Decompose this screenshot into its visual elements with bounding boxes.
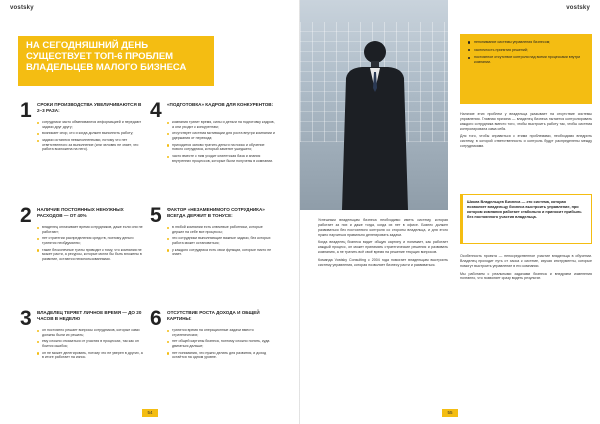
list-item: возникает спор, кто и когда должен выполнить работу; xyxy=(37,131,145,136)
paragraph: Команда Vostsky Consulting с 2004 года помогает владельцам выстроить систему управления, которая позволяет бизнесу расти и развиваться. xyxy=(318,257,448,267)
problem-list xyxy=(37,120,145,154)
problem-title: «ПОДГОТОВКА» КАДРОВ ДЛЯ КОНКУРЕНТОВ: xyxy=(167,102,274,107)
problem-block-4 xyxy=(150,100,275,195)
problem-number: 5 xyxy=(150,204,162,227)
problem-block-6 xyxy=(150,308,275,403)
problem-title: ОТСУТСТВИЕ РОСТА ДОХОДА И ОБЩЕЙ КАРТИНЫ: xyxy=(167,310,260,321)
problem-number: 6 xyxy=(150,307,162,330)
problem-list xyxy=(167,225,275,259)
problem-list xyxy=(167,328,275,362)
businessman-photo xyxy=(300,0,448,210)
list-item: задачи остаются невыполненными, потому что нет ответственного за выполнение (или человек не знает, что работа возложена на него). xyxy=(37,138,145,152)
problem-title: ВЛАДЕЛЕЦ ТЕРЯЕТ ЛИЧНОЕ ВРЕМЯ — ДО 20 ЧАСОВ В НЕДЕЛЮ xyxy=(37,310,142,321)
list-item: нет стратегии распределения средств, поэтому деньги тратятся необдуманно; xyxy=(37,236,145,245)
problem-list xyxy=(167,120,275,165)
problem-block-3 xyxy=(20,308,145,403)
paragraph: Мы работаем с реальными задачами бизнеса и внедряем изменения поэтапно, что позволяет сразу видеть результат. xyxy=(460,271,592,281)
list-item: постоянное отсутствие контроля над всеми процессами внутри компании. xyxy=(468,55,584,64)
list-item: непонимание системы управления бизнесом; xyxy=(468,40,584,45)
right-page xyxy=(300,0,600,424)
page-number: 54 xyxy=(142,409,158,417)
list-item: компания тратит время, силы и деньги на подготовку кадров, а они уходят к конкурентам; xyxy=(167,120,275,129)
list-item: ему сложно отказаться от участия в процессах, так как он боится ошибок; xyxy=(37,339,145,348)
highlight-box xyxy=(460,34,592,104)
problem-title: НАЛИЧИЕ ПОСТОЯННЫХ НЕНУЖНЫХ РАСХОДОВ — ОТ 40% xyxy=(37,207,124,218)
list-item: это сотрудники выполняющие важные задачи, без которых работа может остановиться; xyxy=(167,236,275,245)
businessman-silhouette xyxy=(340,30,410,210)
list-item: он не может делегировать, потому что не уверен в других, а в итоге работает на износ. xyxy=(37,351,145,360)
list-item: нет понимания, что нужно делать для развития, и доход остаётся на одном уровне. xyxy=(167,351,275,360)
problem-block-1 xyxy=(20,100,145,195)
list-item: тратится время на операционные задачи вместо стратегических; xyxy=(167,328,275,337)
highlight-list xyxy=(468,40,584,65)
headline-banner xyxy=(18,36,214,86)
brand-logo: vostsky xyxy=(566,5,590,11)
quote-box xyxy=(460,194,592,244)
problem-list xyxy=(37,328,145,362)
list-item: он постоянно решает вопросы сотрудников, которые сами должны были их решать; xyxy=(37,328,145,337)
problem-block-5 xyxy=(150,205,275,300)
problem-title: СРОКИ ПРОИЗВОДСТВА УВЕЛИЧИВАЮТСЯ В 2–3 РАЗА: xyxy=(37,102,142,113)
problem-number: 4 xyxy=(150,99,162,122)
quote-text: Школа Владельцев Бизнеса — это система, которая позволяет владельцу бизнеса выстроить управление, при котором компания работает стабильно и приносит прибыль без постоянного участия владельца. xyxy=(467,200,582,219)
page-headline: НА СЕГОДНЯШНИЙ ДЕНЬ СУЩЕСТВУЕТ ТОП-6 ПРОБЛЕМ ВЛАДЕЛЬЦЕВ МАЛОГО БИЗНЕСА xyxy=(26,40,187,73)
problem-number: 3 xyxy=(20,307,32,330)
problem-title: ФАКТОР «НЕЗАМЕНИМОГО СОТРУДНИКА» ВСЕГДА ДЕРЖИТ В ТОНУСЕ: xyxy=(167,207,265,218)
problem-list xyxy=(37,225,145,264)
list-item: в любой компании есть ключевые работники, которые держат на себе все процессы; xyxy=(167,225,275,234)
list-item: у каждого сотрудника есть свои функции, которые никто не знает. xyxy=(167,248,275,257)
text-column-upper xyxy=(460,112,592,152)
list-item: часто вместе с ним уходит клиентская база и знания внутренних процессов, которые были получены в компании. xyxy=(167,154,275,163)
text-column-lower-right xyxy=(460,254,592,284)
problem-number: 1 xyxy=(20,99,32,122)
list-item: нет общей картины бизнеса, поэтому сложно понять, куда двигаться дальше; xyxy=(167,339,275,348)
list-item: владелец оплачивает время сотрудников, даже если они не работают; xyxy=(37,225,145,234)
brand-logo: vostsky xyxy=(10,5,34,11)
quote-accent-bar xyxy=(460,194,463,244)
paragraph: Для того, чтобы справиться с этими проблемами, необходимо внедрить систему, в которой ответственность и контроль будут распределены между сотрудниками. xyxy=(460,134,592,149)
paragraph: Наличие этих проблем у владельца указывает на отсутствие системы управления. Главная причина — владелец бизнеса пытается контролировать каждого сотрудника вместо того, чтобы выстроить работу так, чтобы система контролировала сама себя. xyxy=(460,112,592,131)
page-number: 55 xyxy=(442,409,458,417)
paragraph: Когда владелец бизнеса видит общую картину и понимает, как работает каждый процесс, он может принимать стратегические решения и развивать компанию, а не тратить всё своё время на решение текущих вопросов. xyxy=(318,240,448,255)
list-item: хаотичность принятия решений; xyxy=(468,48,584,53)
list-item: приходится заново тратить деньги на поиск и обучение нового сотрудника, который заменит ушедшего; xyxy=(167,143,275,152)
problem-number: 2 xyxy=(20,204,32,227)
paragraph: Успешным владельцам бизнеса необходимо иметь систему, которая работает за них и даже тогда, когда их нет в офисе. Бизнес должен развиваться без постоянного контроля со стороны владельца, и для этого нужно научиться правильно делегировать задачи. xyxy=(318,218,448,237)
list-item: отсутствует система мотивации для роста внутри компании и удержания от перехода; xyxy=(167,131,275,140)
paragraph: Особенность проекта — непосредственное участие владельца в обучении. Владелец проходит путь от хаоса к системе, изучая инструменты, которые помогут выстроить управление в его компании. xyxy=(460,254,592,268)
list-item: сотрудники часто обмениваются информацией и передают задачи друг другу; xyxy=(37,120,145,129)
list-item: такие бесконечные траты приводят к тому, что компания не может расти, а ресурсы, которые могли бы быть вложены в развитие, остаются неиспользованными. xyxy=(37,248,145,262)
problem-block-2 xyxy=(20,205,145,300)
text-column-lower-left xyxy=(318,218,448,271)
